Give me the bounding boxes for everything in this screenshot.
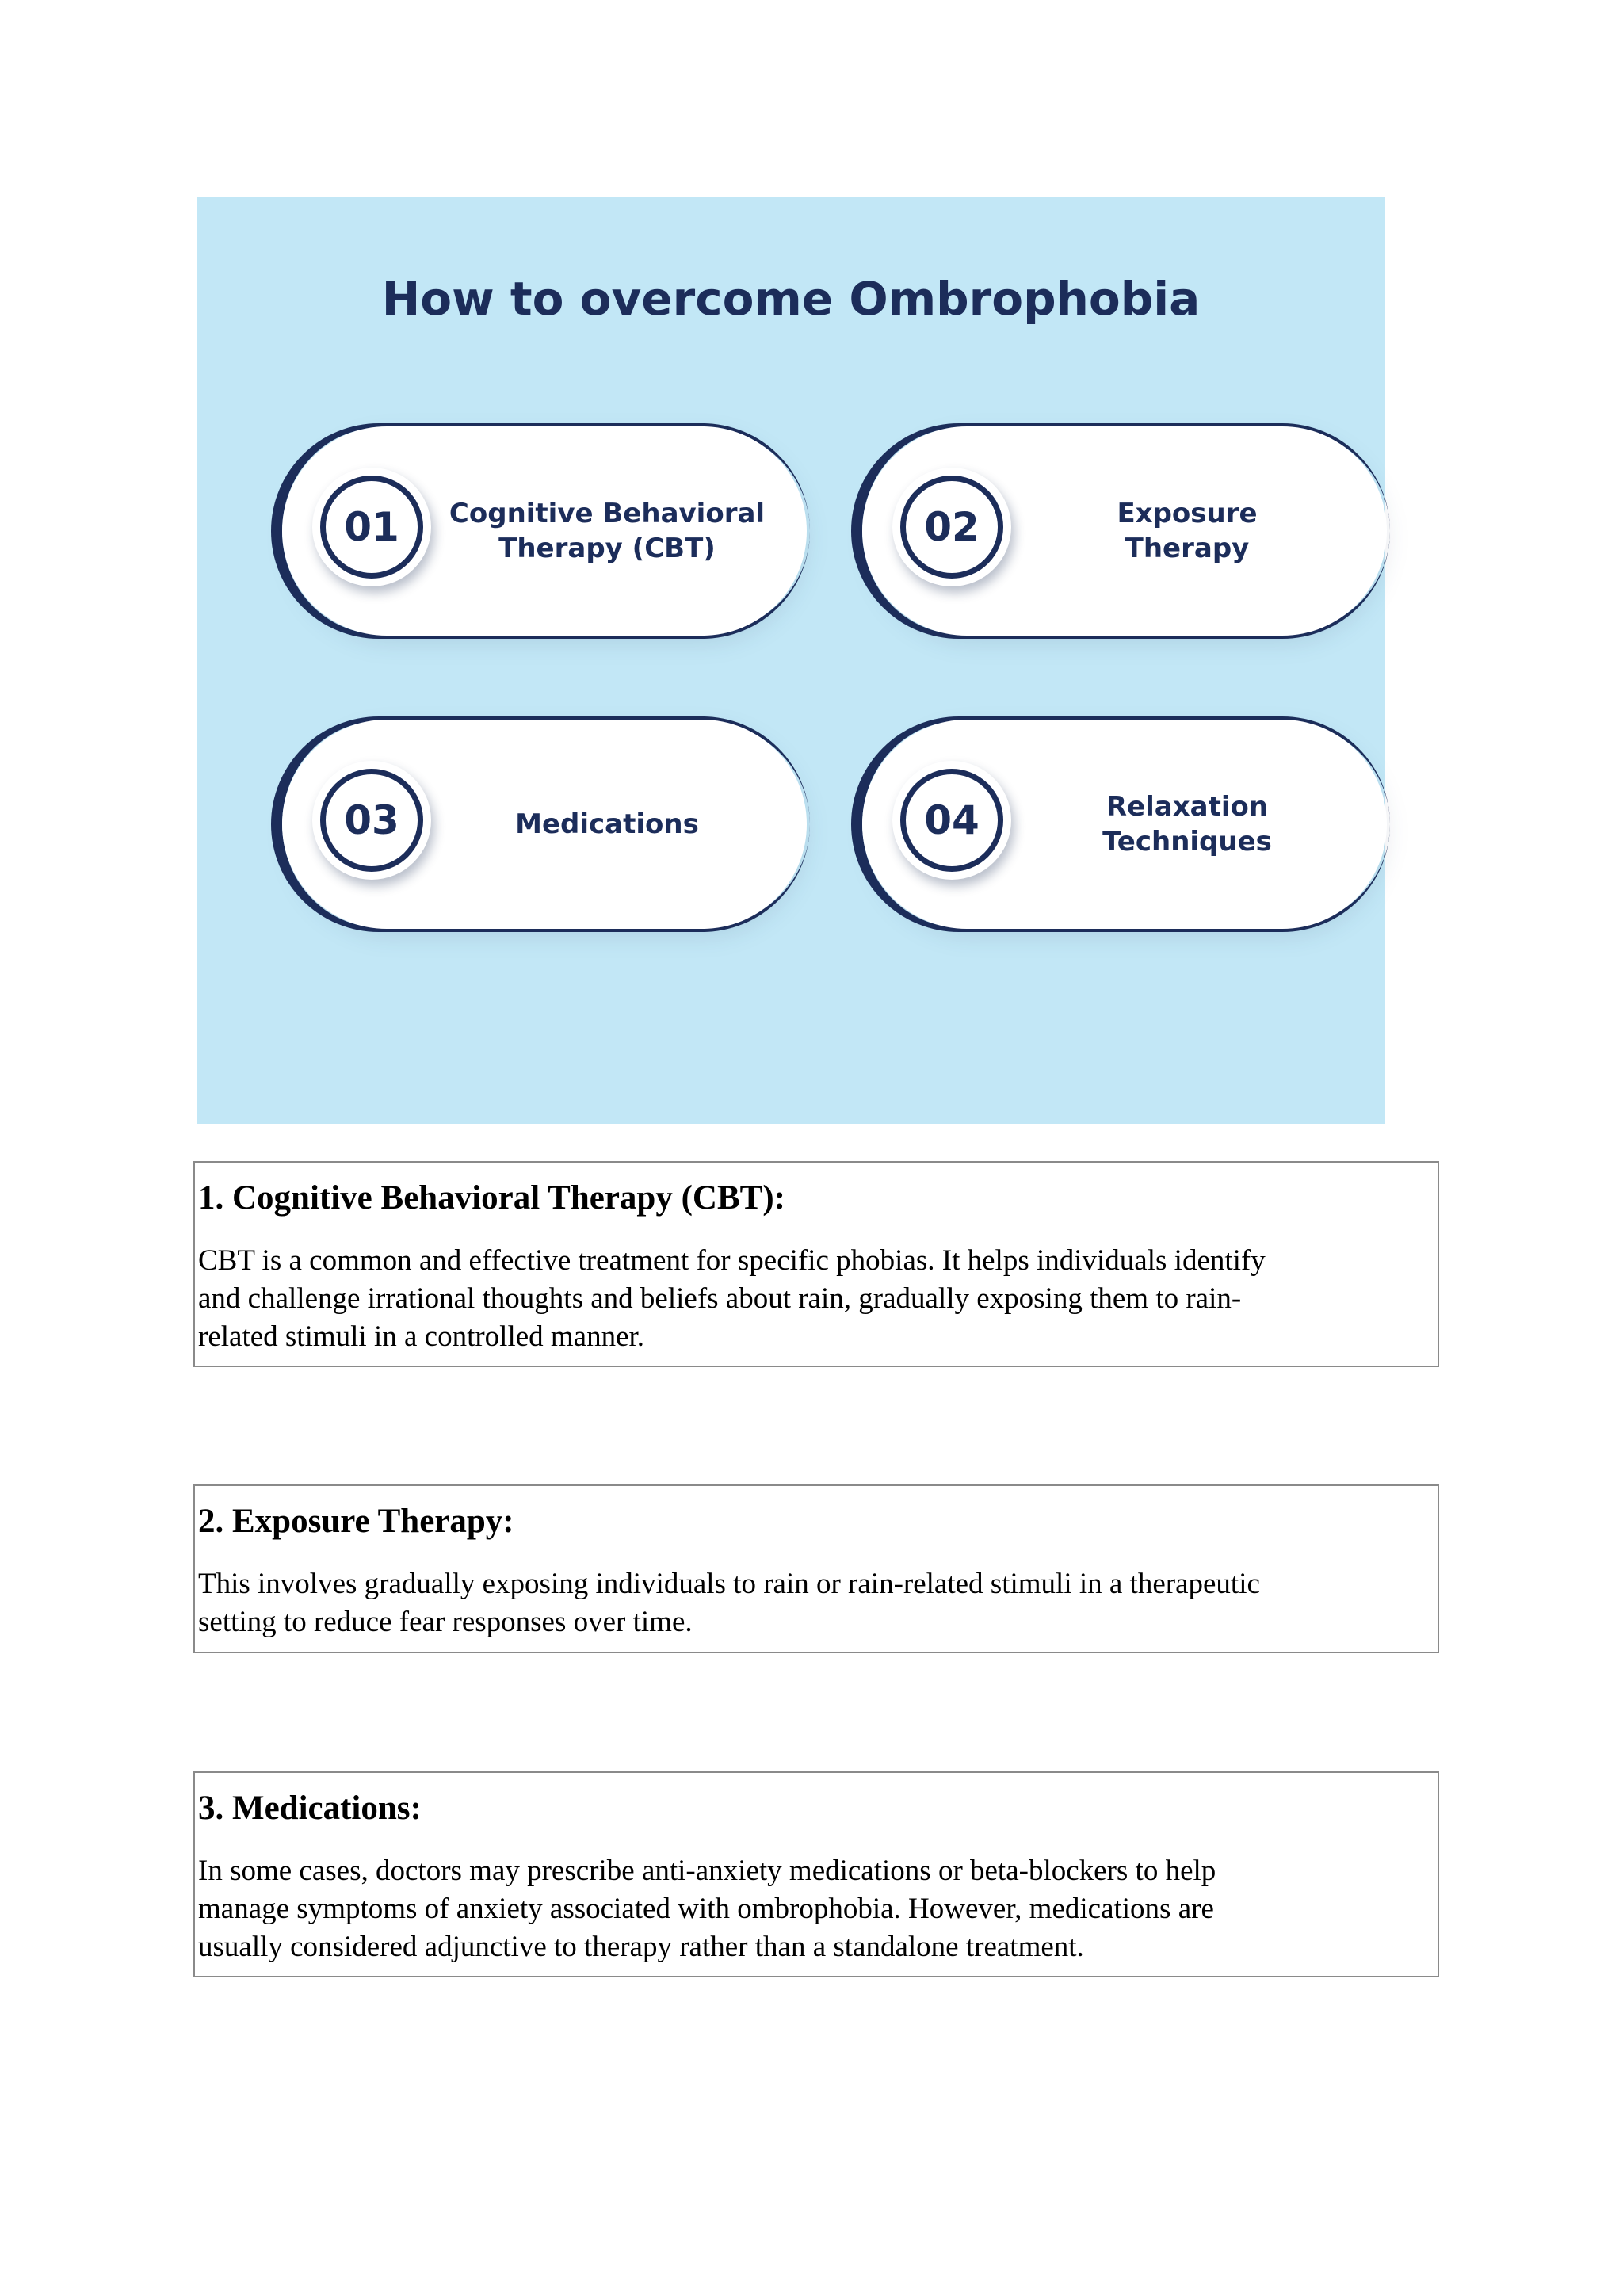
step-number: 02 bbox=[900, 476, 1003, 579]
step-card-4 bbox=[862, 720, 1387, 929]
step-number: 03 bbox=[320, 769, 423, 872]
step-number-badge bbox=[892, 468, 1011, 586]
section-body: This involves gradually exposing individuals to rain or rain-related stimuli in a therapeutic setting to reduce fear responses over time. bbox=[198, 1568, 1260, 1638]
section-heading: 3. Medications: bbox=[198, 1790, 422, 1827]
section-body: CBT is a common and effective treatment for specific phobias. It helps individuals identify and challenge irrational thoughts and beliefs about rain, gradually exposing them to rain- related stimuli in a controlled manner. bbox=[198, 1244, 1266, 1353]
step-number: 04 bbox=[900, 769, 1003, 872]
step-number: 01 bbox=[320, 476, 423, 579]
section-medications bbox=[193, 1771, 1439, 1977]
section-heading: 2. Exposure Therapy: bbox=[198, 1503, 514, 1540]
step-card-2 bbox=[862, 426, 1387, 636]
section-exposure-therapy bbox=[193, 1484, 1439, 1653]
step-label: Exposure Therapy bbox=[1117, 498, 1258, 564]
infographic bbox=[197, 197, 1385, 1124]
step-label: Cognitive Behavioral Therapy (CBT) bbox=[449, 498, 766, 564]
step-number-badge bbox=[312, 761, 431, 880]
step-number-badge bbox=[312, 468, 431, 586]
step-number-badge bbox=[892, 761, 1011, 880]
step-card-3 bbox=[282, 720, 807, 929]
step-label: Medications bbox=[515, 808, 699, 840]
infographic-title: How to overcome Ombrophobia bbox=[381, 272, 1201, 326]
section-cbt bbox=[193, 1161, 1439, 1367]
step-label: Relaxation Techniques bbox=[1102, 791, 1272, 858]
section-heading: 1. Cognitive Behavioral Therapy (CBT): bbox=[198, 1179, 785, 1217]
step-card-1 bbox=[282, 426, 807, 636]
section-body: In some cases, doctors may prescribe anti-anxiety medications or beta-blockers to help manage symptoms of anxiety associated with ombrophobia. However, medications are usually considered adjunctive to therapy rather than a standalone treatment. bbox=[198, 1855, 1216, 1963]
